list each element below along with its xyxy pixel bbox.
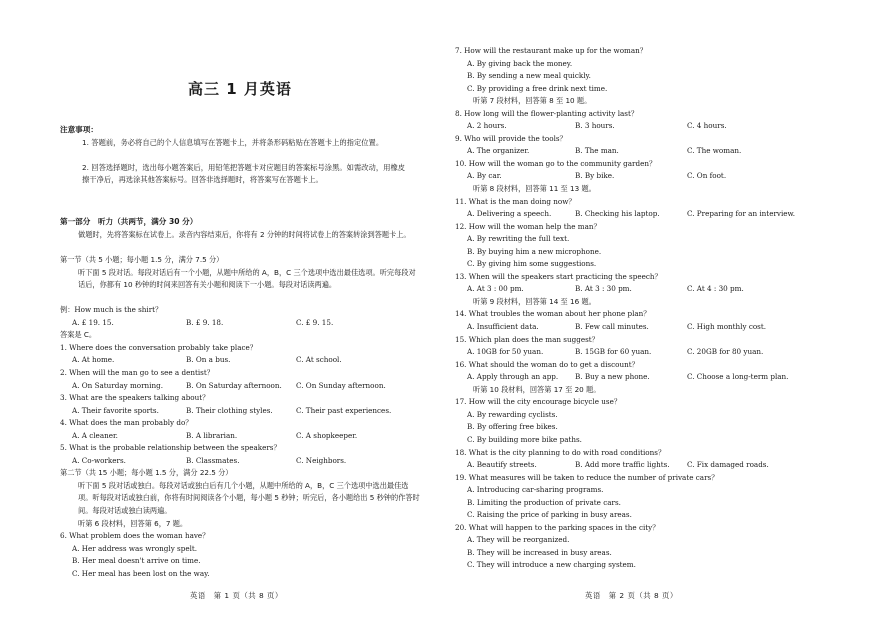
part1-heading: 第一部分 听力（共两节，满分 30 分）: [60, 217, 198, 226]
question-1: 1. Where does the conversation probably take place？: [60, 342, 257, 352]
options-18: [455, 459, 825, 472]
option-b: B. The man.: [575, 146, 619, 156]
example-question: 例：How much is the shirt？: [60, 305, 163, 315]
option-a: A. £ 19. 15.: [72, 317, 114, 327]
example-answer: 答案是 C。: [60, 330, 97, 340]
option-c: C. On Sunday afternoon.: [296, 380, 386, 390]
section2-heading: 第二节（共 15 小题；每小题 1.5 分，满分 22.5 分）: [60, 468, 233, 478]
paper-title: 高三 1 月英语: [188, 80, 292, 98]
options-4: [60, 430, 420, 443]
option-b: B. Classmates.: [186, 455, 240, 465]
option-b: B. A librarian.: [186, 430, 238, 440]
option-a: A. Their favorite sports.: [72, 405, 159, 415]
option-c: C. 4 hours.: [687, 121, 727, 131]
option-a: A. By car.: [467, 171, 502, 181]
question-12: 12. How will the woman help the man？: [455, 221, 601, 231]
page-1-body: [60, 229, 420, 580]
option-b: B. Buy a new phone.: [575, 372, 650, 382]
question-12-option-c: C. By giving him some suggestions.: [467, 259, 597, 269]
section2-intro: 听下面 5 段对话或独白。每段对话或独白后有几个小题，从题中所给的 A，B，C 三个选项中选出最佳选项。听每段对话或独白前，你将有时间阅读各个小题，每小题 5 秒钟；听完后，各小题给出 5 秒钟的作答时间。每段对话或独白读两遍。: [78, 480, 420, 516]
question-17: 17. How will the city encourage bicycle use？: [455, 397, 622, 407]
material-7-instruction: 听第 7 段材料，回答第 8 至 10 题。: [473, 96, 592, 106]
option-b: B. By bike.: [575, 171, 615, 181]
page-2-footer: 英语 第 2 页（共 8 页）: [585, 591, 678, 600]
notes-heading: 注意事项：: [60, 125, 98, 134]
option-c: C. Fix damaged roads.: [687, 460, 769, 470]
question-19-option-c: C. Raising the price of parking in busy areas.: [467, 510, 632, 520]
note-item-1: 1. 答题前，务必将自己的个人信息填写在答题卡上，并将条形码粘贴在答题卡上的指定位置。: [82, 138, 384, 147]
question-16: 16. What should the woman do to get a discount？: [455, 359, 639, 369]
option-c: C. Neighbors.: [296, 455, 347, 465]
question-3: 3. What are the speakers talking about？: [60, 393, 210, 403]
options-3: [60, 405, 420, 418]
page-2: [455, 0, 825, 630]
options-10: [455, 170, 825, 183]
option-c: C. High monthly cost.: [687, 322, 767, 332]
options-9: [455, 145, 825, 158]
question-6-option-b: B. Her meal doesn't arrive on time.: [72, 556, 201, 566]
option-c: C. Choose a long-term plan.: [687, 372, 789, 382]
option-c: C. Their past experiences.: [296, 405, 392, 415]
note-item-2: 2. 回答选择题时，选出每小题答案后，用铅笔把答题卡对应题目的答案标号涂黑。如需改动，用橡皮擦干净后，再选涂其他答案标号。回答非选择题时，将答案写在答题卡上。: [82, 163, 406, 184]
option-a: A. At home.: [72, 355, 115, 365]
options-8: [455, 120, 825, 133]
option-b: B. 15GB for 60 yuan.: [575, 347, 652, 357]
question-7-option-a: A. By giving back the money.: [467, 58, 573, 68]
option-a: A. Beautify streets.: [467, 460, 537, 470]
option-a: A. A cleaner.: [72, 430, 118, 440]
question-7: 7. How will the restaurant make up for the woman？: [455, 46, 647, 55]
option-a: A. Co-workers.: [72, 455, 126, 465]
option-b: B. Add more traffic lights.: [575, 460, 670, 470]
option-a: A. Apply through an app.: [467, 372, 559, 382]
question-17-option-b: B. By offering free bikes.: [467, 422, 558, 432]
question-19: 19. What measures will be taken to reduce the number of private cars？: [455, 472, 719, 482]
option-c: C. A shopkeeper.: [296, 430, 358, 440]
option-a: A. 2 hours.: [467, 121, 507, 131]
question-6-option-a: A. Her address was wrongly spelt.: [72, 543, 198, 553]
question-20-option-c: C. They will introduce a new charging system.: [467, 560, 636, 570]
option-a: A. On Saturday morning.: [72, 380, 163, 390]
option-c: C. 20GB for 80 yuan.: [687, 347, 764, 357]
question-19-option-b: B. Limiting the production of private cars.: [467, 497, 621, 507]
section1-heading: 第一节（共 5 小题；每小题 1.5 分，满分 7.5 分）: [60, 255, 224, 265]
options-13: [455, 283, 825, 296]
option-a: A. The organizer.: [467, 146, 530, 156]
option-a: A. At 3 : 00 pm.: [467, 284, 524, 294]
options-14: [455, 321, 825, 334]
section1-intro: 听下面 5 段对话。每段对话后有一个小题，从题中所给的 A，B，C 三个选项中选出最佳选项。听完每段对话后，你都有 10 秒钟的时间来回答有关小题和阅读下一小题。每段对话读两遍。: [78, 267, 416, 290]
page-1: [60, 0, 420, 630]
question-10: 10. How will the woman go to the community garden？: [455, 158, 657, 168]
options-1: [60, 354, 420, 367]
question-9: 9. Who will provide the tools？: [455, 133, 567, 143]
question-20-option-b: B. They will be increased in busy areas.: [467, 547, 612, 557]
material-10-instruction: 听第 10 段材料，回答第 17 至 20 题。: [473, 384, 601, 394]
question-6-option-c: C. Her meal has been lost on the way.: [72, 568, 210, 578]
question-14: 14. What troubles the woman about her phone plan？: [455, 309, 651, 319]
part1-intro: 做题时，先将答案标在试卷上。录音内容结束后，你将有 2 分钟的时间将试卷上的答案转涂到答题卡上。: [78, 230, 411, 239]
question-8: 8. How long will the flower-planting activity last？: [455, 108, 639, 118]
page-1-footer: 英语 第 1 页（共 8 页）: [190, 591, 283, 600]
question-13: 13. When will the speakers start practicing the speech？: [455, 271, 662, 281]
question-5: 5. What is the probable relationship between the speakers？: [60, 443, 281, 453]
question-17-option-c: C. By building more bike paths.: [467, 434, 582, 444]
example-options: [60, 317, 420, 330]
question-2: 2. When will the man go to see a dentist？: [60, 368, 214, 378]
option-b: B. On a bus.: [186, 355, 231, 365]
option-b: B. At 3 : 30 pm.: [575, 284, 632, 294]
page-2-body: [455, 45, 825, 572]
option-c: C. Preparing for an interview.: [687, 209, 796, 219]
question-7-option-c: C. By providing a free drink next time.: [467, 83, 608, 93]
question-15: 15. Which plan does the man suggest？: [455, 334, 599, 344]
option-b: B. Their clothing styles.: [186, 405, 273, 415]
question-20: 20. What will happen to the parking spaces in the city？: [455, 522, 660, 532]
options-2: [60, 380, 420, 393]
option-a: A. Delivering a speech.: [467, 209, 552, 219]
question-18: 18. What is the city planning to do with road conditions？: [455, 447, 666, 457]
question-19-option-a: A. Introducing car-sharing programs.: [467, 485, 604, 495]
material-6-instruction: 听第 6 段材料，回答第 6，7 题。: [78, 518, 188, 528]
option-c: C. At 4 : 30 pm.: [687, 284, 744, 294]
options-5: [60, 455, 420, 468]
question-7-option-b: B. By sending a new meal quickly.: [467, 71, 591, 81]
option-c: C. At school.: [296, 355, 342, 365]
option-c: C. On foot.: [687, 171, 727, 181]
option-b: B. Few call minutes.: [575, 322, 649, 332]
question-12-option-a: A. By rewriting the full text.: [467, 234, 570, 244]
option-b: B. On Saturday afternoon.: [186, 380, 282, 390]
option-a: A. 10GB for 50 yuan.: [467, 347, 544, 357]
options-11: [455, 208, 825, 221]
option-b: B. £ 9. 18.: [186, 317, 224, 327]
options-16: [455, 371, 825, 384]
question-6: 6. What problem does the woman have？: [60, 531, 210, 541]
material-8-instruction: 听第 8 段材料，回答第 11 至 13 题。: [473, 184, 596, 194]
options-15: [455, 346, 825, 359]
material-9-instruction: 听第 9 段材料，回答第 14 至 16 题。: [473, 296, 596, 306]
option-b: B. Checking his laptop.: [575, 209, 660, 219]
question-11: 11. What is the man doing now？: [455, 196, 576, 206]
question-12-option-b: B. By buying him a new microphone.: [467, 246, 602, 256]
option-c: C. The woman.: [687, 146, 742, 156]
question-4: 4. What does the man probably do？: [60, 418, 193, 428]
option-b: B. 3 hours.: [575, 121, 615, 131]
question-17-option-a: A. By rewarding cyclists.: [467, 409, 558, 419]
question-20-option-a: A. They will be reorganized.: [467, 535, 570, 545]
option-a: A. Insufficient data.: [467, 322, 539, 332]
option-c: C. £ 9. 15.: [296, 317, 334, 327]
